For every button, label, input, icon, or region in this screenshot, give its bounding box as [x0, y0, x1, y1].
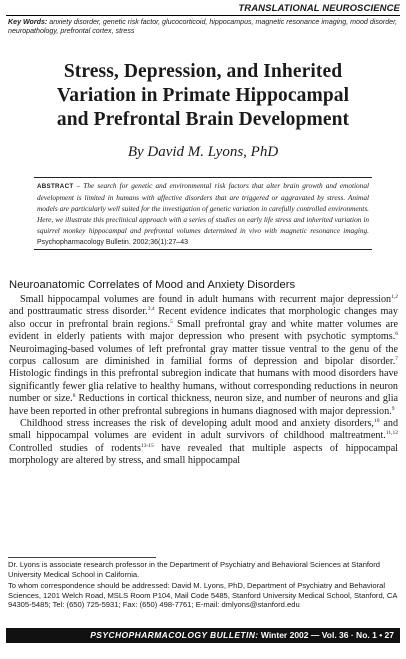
abstract-citation: Psychopharmacology Bulletin. 2002;36(1):27–43: [37, 239, 188, 247]
keywords: [8, 18, 398, 36]
title-line-1: Stress, Depression, and Inherited: [63, 61, 343, 82]
author-affiliation: Dr. Lyons is associate research professor in the Department of Psychiatry and Behavioral Sciences at Stanford University Medical School in California.: [8, 560, 380, 579]
text-run: and posttraumatic stress disorder.: [9, 306, 148, 318]
text-run: have revealed that multiple aspects of hippocampal morphology are altered by stress, and small hippocampal: [9, 442, 398, 467]
header-rule: [6, 15, 400, 16]
correspondence-address: To whom correspondence should be addressed: David M. Lyons, PhD, Department of Psychiatry and Behavioral Sciences, 1201 Welch Road, MSLS Room P104, Mail Code 5485, Stanford University Medical School, Stanford, CA 94305-5485; Tel: (650) 725-5931; Fax: (650) 498-7761; E-mail: dmlyons@stanford.edu: [8, 581, 398, 610]
reference-marker: 7: [395, 356, 398, 363]
footer-bar: [6, 628, 400, 643]
reference-marker: 9: [391, 405, 395, 412]
paragraph-1: [9, 294, 398, 418]
abstract-rule-bottom: [34, 249, 372, 250]
text-run: Controlled studies of rodents: [9, 442, 141, 454]
footnotes: [8, 560, 398, 612]
reference-marker: 13-15: [140, 442, 154, 449]
text-run: Small hippocampal volumes are found in adult humans with recurrent major depression: [20, 294, 392, 305]
reference-marker: 8: [72, 393, 76, 400]
title-line-2: Variation in Primate Hippocampal: [56, 85, 350, 106]
text-run: Neuroimaging-based volumes of left prefrontal gray matter tissue ventral to the genu of the corpus callosum are diminished in familial forms of depression and bipolar disorder.: [9, 343, 398, 368]
abstract-rule-top: [34, 177, 372, 178]
reference-marker: 10: [373, 418, 380, 425]
abstract-label: ABSTRACT: [37, 183, 74, 190]
article-title: [10, 60, 396, 132]
title-line-3: and Prefrontal Brain Development: [56, 109, 350, 130]
abstract-text: – The search for genetic and environmental risk factors that alter brain growth and emotional development is limited in humans with affective disorders that are triggered or aggravated by stress. Animal models are particularly well suited for the investigation of genetic variation in carefully controlled environments. Here, we illustrate this preclinical approach with a series of studies on early life stress and inherited variation in squirrel monkey hippocampal and prefrontal volumes determined in vivo with magnetic resonance imaging.: [37, 181, 369, 236]
paragraph-2: [9, 418, 398, 468]
text-run: Recent evidence indicates that morphologic changes may also occur in prefrontal brain regions.: [9, 306, 398, 330]
reference-marker: 3,4: [147, 306, 155, 313]
byline: By David M. Lyons, PhD: [127, 144, 279, 160]
reference-marker: 11,12: [385, 430, 398, 437]
reference-marker: 6: [395, 331, 398, 338]
section-header: TRANSLATIONAL NEUROSCIENCE: [238, 3, 400, 14]
issue-info: Winter 2002 — Vol. 36 · No. 1 • 27: [258, 630, 394, 640]
text-run: Small prefrontal gray and white matter volumes are evident in elderly patients with major depression who present with psychotic symptoms.: [9, 318, 398, 343]
text-run: Reductions in cortical thickness, neuron size, and number of neurons and glia have been reported in other prefrontal subregions in humans diagnosed with major depression.: [9, 393, 399, 417]
keywords-list: anxiety disorder, genetic risk factor, glucocorticoid, hippocampus, magnetic resonance imaging, mood disorder, neuropathology, prefrontal cortex, stress: [8, 18, 398, 35]
journal-name: PSYCHOPHARMACOLOGY BULLETIN:: [90, 630, 259, 640]
text-run: Childhood stress increases the risk of developing adult mood and anxiety disorders,: [20, 418, 374, 430]
reference-marker: 5: [170, 318, 173, 325]
footnote-rule: [8, 557, 156, 558]
abstract: [37, 180, 369, 249]
section-heading: Neuroanatomic Correlates of Mood and Anxiety Disorders: [9, 279, 296, 291]
text-run: Histologic findings in this prefrontal subregion indicate that humans with mood disorders have significantly fewer glia relative to healthy humans, without corresponding reductions in neuron number or size.: [9, 368, 398, 405]
text-run: and small hippocampal volumes are evident in adult survivors of childhood maltreatment.: [9, 418, 399, 442]
reference-marker: 1,2: [391, 294, 398, 300]
body-text: [9, 294, 398, 468]
keywords-label: Key Words:: [8, 18, 48, 26]
